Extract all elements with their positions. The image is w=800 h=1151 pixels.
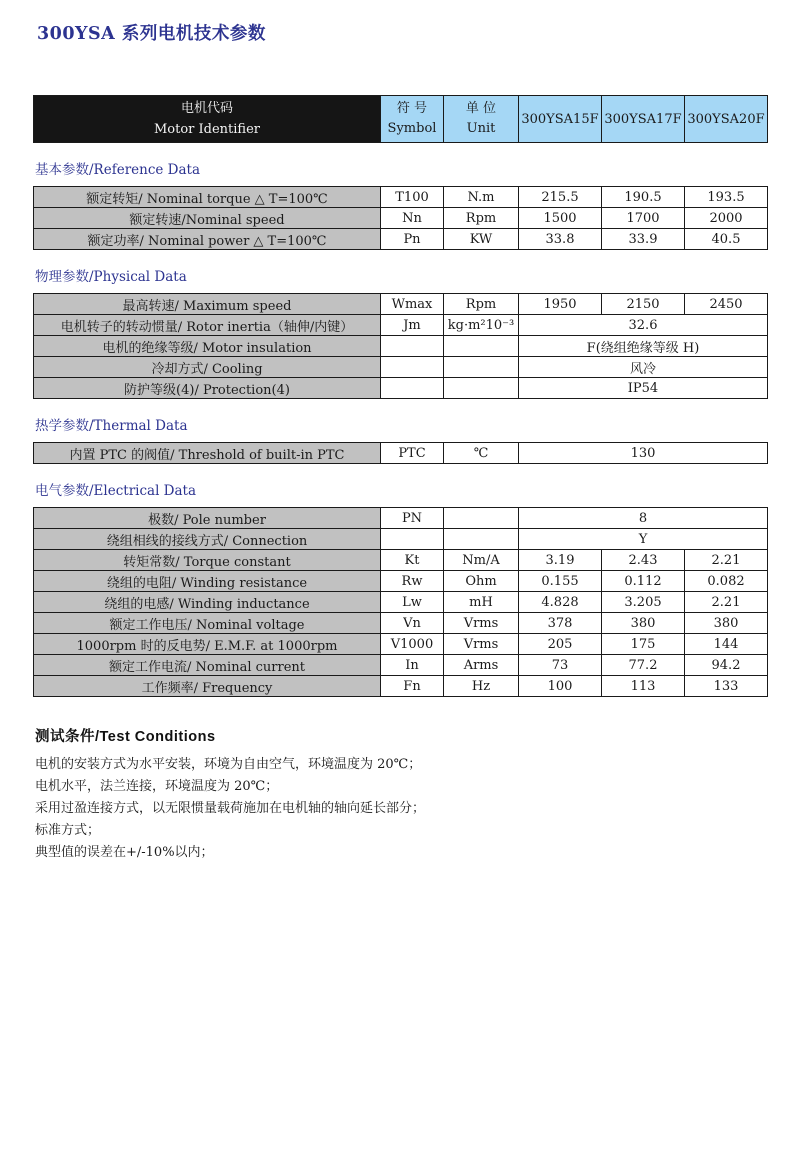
symbol-cell: Pn: [381, 229, 444, 250]
test-condition-line: 典型值的误差在+/-10%以内；: [35, 845, 214, 860]
merged-value-cell: IP54: [519, 378, 768, 399]
param-label-cell: 绕组相线的接线方式/ Connection: [34, 529, 381, 550]
symbol-header-zh: 符 号: [396, 101, 428, 116]
param-label-cell: 转矩常数/ Torque constant: [34, 550, 381, 571]
value-cell: 2.21: [685, 592, 768, 613]
symbol-cell: Nn: [381, 208, 444, 229]
reference-data-table: [33, 186, 768, 250]
test-condition-line: 电机的安装方式为水平安装，环境为自由空气，环境温度为 20℃；: [35, 757, 422, 772]
unit-cell: Vrms: [444, 634, 519, 655]
value-cell: 380: [685, 613, 768, 634]
thermal-data-table: [33, 442, 768, 464]
value-cell: 33.9: [602, 229, 685, 250]
table-row: [34, 208, 768, 229]
unit-cell: Ohm: [444, 571, 519, 592]
test-condition-line: 标准方式；: [35, 823, 101, 838]
unit-cell: Hz: [444, 676, 519, 697]
table-row: [34, 229, 768, 250]
table-header-row: [34, 96, 768, 143]
param-label-cell: 1000rpm 时的反电势/ E.M.F. at 1000rpm: [34, 634, 381, 655]
symbol-cell: [381, 378, 444, 399]
param-label-cell: 额定转矩/ Nominal torque △ T=100℃: [34, 187, 381, 208]
table-row: [34, 336, 768, 357]
symbol-header-cell: [381, 96, 444, 143]
unit-header-zh: 单 位: [465, 101, 497, 116]
physical-data-table: [33, 293, 768, 399]
symbol-cell: PTC: [381, 443, 444, 464]
value-cell: 144: [685, 634, 768, 655]
model-header-cell: 300YSA20F: [685, 96, 768, 143]
table-row: [34, 550, 768, 571]
value-cell: 205: [519, 634, 602, 655]
table-row: [34, 443, 768, 464]
table-row: [34, 676, 768, 697]
value-cell: 2.21: [685, 550, 768, 571]
value-cell: 193.5: [685, 187, 768, 208]
symbol-cell: Vn: [381, 613, 444, 634]
value-cell: 190.5: [602, 187, 685, 208]
symbol-cell: Lw: [381, 592, 444, 613]
table-row: [34, 187, 768, 208]
symbol-cell: Jm: [381, 315, 444, 336]
value-cell: 1950: [519, 294, 602, 315]
param-label-cell: 电机转子的转动惯量/ Rotor inertia（轴伸/内键）: [34, 315, 381, 336]
value-cell: 0.082: [685, 571, 768, 592]
value-cell: 100: [519, 676, 602, 697]
param-label-cell: 极数/ Pole number: [34, 508, 381, 529]
value-cell: 2.43: [602, 550, 685, 571]
param-label-cell: 额定工作电压/ Nominal voltage: [34, 613, 381, 634]
value-cell: 0.155: [519, 571, 602, 592]
unit-cell: mH: [444, 592, 519, 613]
table-row: [34, 378, 768, 399]
merged-value-cell: 8: [519, 508, 768, 529]
symbol-cell: Fn: [381, 676, 444, 697]
param-label-cell: 额定工作电流/ Nominal current: [34, 655, 381, 676]
value-cell: 133: [685, 676, 768, 697]
param-label-cell: 工作频率/ Frequency: [34, 676, 381, 697]
unit-cell: ℃: [444, 443, 519, 464]
symbol-cell: [381, 336, 444, 357]
unit-header-en: Unit: [466, 121, 496, 136]
symbol-cell: [381, 357, 444, 378]
unit-cell: kg·m²10⁻³: [444, 315, 519, 336]
table-row: [34, 571, 768, 592]
motor-identifier-en: Motor Identifier: [153, 122, 261, 137]
param-label-cell: 冷却方式/ Cooling: [34, 357, 381, 378]
symbol-cell: Kt: [381, 550, 444, 571]
unit-cell: Arms: [444, 655, 519, 676]
param-label-cell: 防护等级(4)/ Protection(4): [34, 378, 381, 399]
unit-cell: Rpm: [444, 294, 519, 315]
test-condition-line: 电机水平，法兰连接，环境温度为 20℃；: [35, 779, 279, 794]
model-header-cell: 300YSA17F: [602, 96, 685, 143]
value-cell: 2450: [685, 294, 768, 315]
param-label-cell: 额定转速/Nominal speed: [34, 208, 381, 229]
table-row: [34, 357, 768, 378]
table-row: [34, 529, 768, 550]
merged-value-cell: F(绕组绝缘等级 H): [519, 336, 768, 357]
value-cell: 94.2: [685, 655, 768, 676]
electrical-data-table: [33, 507, 768, 697]
page-title: 300YSA 系列电机技术参数: [37, 24, 266, 44]
merged-value-cell: 风冷: [519, 357, 768, 378]
value-cell: 175: [602, 634, 685, 655]
value-cell: 378: [519, 613, 602, 634]
value-cell: 1500: [519, 208, 602, 229]
unit-cell: KW: [444, 229, 519, 250]
motor-identifier-header-cell: [34, 96, 381, 143]
section-title-reference-data: 基本参数/Reference Data: [35, 162, 201, 178]
symbol-cell: V1000: [381, 634, 444, 655]
symbol-cell: PN: [381, 508, 444, 529]
param-label-cell: 额定功率/ Nominal power △ T=100℃: [34, 229, 381, 250]
value-cell: 33.8: [519, 229, 602, 250]
value-cell: 4.828: [519, 592, 602, 613]
symbol-cell: Wmax: [381, 294, 444, 315]
symbol-header-en: Symbol: [387, 121, 437, 136]
param-label-cell: 绕组的电阻/ Winding resistance: [34, 571, 381, 592]
unit-cell: Nm/A: [444, 550, 519, 571]
symbol-cell: T100: [381, 187, 444, 208]
section-title-electrical-data: 电气参数/Electrical Data: [35, 483, 197, 499]
param-label-cell: 绕组的电感/ Winding inductance: [34, 592, 381, 613]
value-cell: 380: [602, 613, 685, 634]
value-cell: 113: [602, 676, 685, 697]
param-label-cell: 电机的绝缘等级/ Motor insulation: [34, 336, 381, 357]
table-row: [34, 634, 768, 655]
symbol-cell: Rw: [381, 571, 444, 592]
unit-cell: N.m: [444, 187, 519, 208]
document-page: [0, 20, 800, 864]
param-label-cell: 内置 PTC 的阀值/ Threshold of built-in PTC: [34, 443, 381, 464]
table-row: [34, 508, 768, 529]
test-conditions-title: 测试条件/Test Conditions: [35, 729, 216, 745]
value-cell: 3.19: [519, 550, 602, 571]
unit-cell: [444, 378, 519, 399]
spec-table-header: [33, 95, 768, 143]
table-row: [34, 655, 768, 676]
unit-cell: Rpm: [444, 208, 519, 229]
motor-identifier-zh: 电机代码: [180, 101, 233, 116]
unit-cell: Vrms: [444, 613, 519, 634]
symbol-cell: In: [381, 655, 444, 676]
unit-header-cell: [444, 96, 519, 143]
section-title-thermal-data: 热学参数/Thermal Data: [35, 418, 188, 434]
value-cell: 73: [519, 655, 602, 676]
merged-value-cell: 130: [519, 443, 768, 464]
model-header-cell: 300YSA15F: [519, 96, 602, 143]
unit-cell: [444, 529, 519, 550]
value-cell: 40.5: [685, 229, 768, 250]
merged-value-cell: Y: [519, 529, 768, 550]
table-row: [34, 613, 768, 634]
table-row: [34, 592, 768, 613]
value-cell: 1700: [602, 208, 685, 229]
unit-cell: [444, 508, 519, 529]
merged-value-cell: 32.6: [519, 315, 768, 336]
table-row: [34, 294, 768, 315]
test-condition-line: 采用过盈连接方式，以无限惯量载荷施加在电机轴的轴向延长部分；: [35, 801, 426, 816]
param-label-cell: 最高转速/ Maximum speed: [34, 294, 381, 315]
value-cell: 215.5: [519, 187, 602, 208]
value-cell: 77.2: [602, 655, 685, 676]
value-cell: 2150: [602, 294, 685, 315]
section-title-physical-data: 物理参数/Physical Data: [35, 269, 187, 285]
unit-cell: [444, 357, 519, 378]
value-cell: 2000: [685, 208, 768, 229]
unit-cell: [444, 336, 519, 357]
value-cell: 0.112: [602, 571, 685, 592]
symbol-cell: [381, 529, 444, 550]
table-row: [34, 315, 768, 336]
value-cell: 3.205: [602, 592, 685, 613]
